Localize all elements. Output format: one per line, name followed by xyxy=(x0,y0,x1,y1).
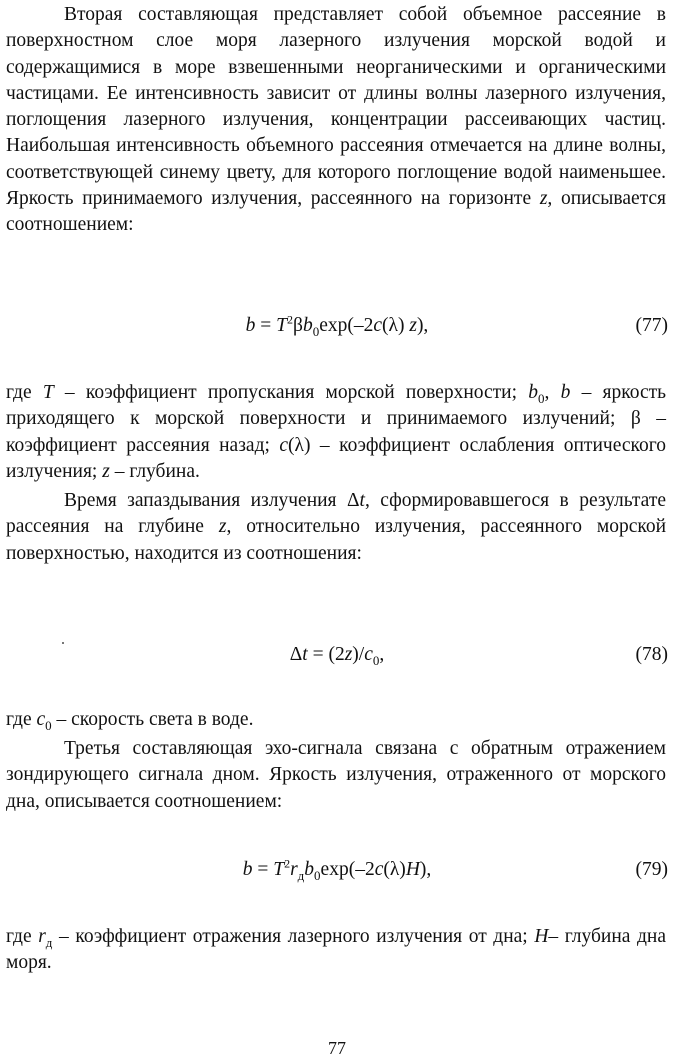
eq-operator: = (2 xyxy=(307,644,345,665)
paragraph-text: Третья составляющая эхо-сигнала связана с обратным отражением зондирующего сигнала дном. Яркость излучения, отраженного от морского дна, описывается соотношением: xyxy=(6,738,666,812)
eq-operator: )/ xyxy=(352,644,365,665)
equation-77 xyxy=(0,311,674,341)
equation-body xyxy=(0,855,674,885)
equation-number: (78) xyxy=(635,644,668,665)
symbol-b: b xyxy=(560,382,571,403)
eq-function: exp(–2 xyxy=(319,315,374,336)
eq-symbol: c xyxy=(374,859,384,880)
symbol-t: t xyxy=(359,490,365,511)
eq-symbol: β xyxy=(293,315,303,336)
page-number: 77 xyxy=(328,1038,346,1058)
eq-symbol: r xyxy=(290,859,298,880)
eq-superscript: 2 xyxy=(287,312,294,327)
eq-symbol: z xyxy=(344,644,353,665)
paragraph-text: – коэффициент пропускания морской поверхности; xyxy=(64,382,518,403)
paragraph-text: Время запаздывания излучения Δ xyxy=(64,490,360,511)
eq-subscript: 0 xyxy=(312,323,320,339)
symbol-r: r xyxy=(38,926,46,947)
paragraph-text: , xyxy=(544,382,550,403)
eq-symbol: b xyxy=(302,315,313,336)
eq-symbol: z xyxy=(409,315,417,336)
paragraph-text: , относительно излучения, рассеянного морской поверхностью, находится из соотношения: xyxy=(6,516,667,564)
eq-operator: ), xyxy=(419,859,432,880)
paragraph-eq77-definitions xyxy=(6,380,666,485)
symbol-c: c xyxy=(279,434,289,456)
subscript: 0 xyxy=(538,390,545,406)
subscript: 0 xyxy=(45,717,52,733)
eq-argument: (λ) xyxy=(382,315,410,336)
paragraph-bottom-reflection xyxy=(6,736,666,815)
equation-78 xyxy=(0,640,674,670)
eq-argument: (λ) xyxy=(383,859,406,880)
paragraph-eq79-definitions xyxy=(6,924,666,977)
eq-symbol: Δ xyxy=(289,644,303,665)
eq-function: exp(–2 xyxy=(320,859,375,880)
symbol-c0: c xyxy=(36,709,46,730)
equation-number: (79) xyxy=(635,859,668,880)
paragraph-text: описывается соотношением: xyxy=(6,188,667,236)
paragraph-text: Вторая составляющая представляет собой объемное рассеяние в поверхностном слое моря лазерного излучения морской водой и содержащимися в море взвешенными неорганическими и органическими частицами. Ее интенсивность зависит от длины волны лазерного излучения, поглощения лазерного излучения, концентрации рассеивающих частиц. Наибольшая интенсивность объемного рассеяния отмечается на длине волны, соответствующей синему цвету, для которого поглощение водой наименьшее. Яркость принимаемого излучения, рассеянного на горизонте xyxy=(6,4,666,210)
paragraph-text: где xyxy=(6,382,32,403)
equation-79 xyxy=(0,855,674,885)
paragraph-text: – глубина дна моря. xyxy=(6,926,667,974)
paragraph-eq78-definitions xyxy=(6,707,666,733)
eq-superscript: 2 xyxy=(284,856,291,871)
paragraph-volume-scattering xyxy=(6,2,666,239)
paragraph-text: – коэффициент отражения лазерного излучения от дна; xyxy=(59,926,528,947)
paragraph-text: где xyxy=(6,926,32,947)
paragraph-text: (λ) – коэффициент ослабления оптического излучения; xyxy=(6,434,666,482)
eq-symbol: c xyxy=(373,315,383,336)
eq-symbol: b xyxy=(242,859,253,880)
equation-number: (77) xyxy=(635,315,668,336)
symbol-z: z, xyxy=(539,188,553,210)
symbol-T: T xyxy=(42,382,54,403)
eq-symbol: b xyxy=(245,315,256,336)
eq-symbol: t xyxy=(302,644,308,665)
symbol-H: H xyxy=(534,926,549,947)
symbol-z: z xyxy=(218,516,227,538)
eq-subscript: 0 xyxy=(372,652,380,668)
eq-operator: ), xyxy=(416,315,429,336)
symbol-b0: b xyxy=(528,382,539,403)
eq-symbol: b xyxy=(304,859,315,880)
paragraph-text: – глубина. xyxy=(114,460,200,482)
eq-symbol: c xyxy=(364,644,373,665)
subscript: д xyxy=(45,934,53,950)
eq-operator: = xyxy=(252,859,274,880)
paragraph-text: – яркость приходящего к морской поверхности и принимаемого излучений; β – коэффициент рассеяния назад; xyxy=(6,382,667,456)
eq-operator: , xyxy=(379,644,385,665)
eq-subscript: 0 xyxy=(314,867,321,883)
eq-subscript: д xyxy=(297,867,305,883)
eq-operator: = xyxy=(255,315,277,336)
eq-symbol: H xyxy=(405,859,420,880)
equation-body xyxy=(0,640,674,670)
paragraph-text: , сформировавшегося в результате рассеяния на глубине xyxy=(6,490,666,538)
paragraph-text: где xyxy=(6,709,32,730)
equation-body xyxy=(0,311,674,341)
symbol-z: z xyxy=(102,460,110,482)
paragraph-delay-time xyxy=(6,488,666,567)
paragraph-text: – скорость света в воде. xyxy=(56,709,254,730)
eq-symbol: T xyxy=(276,315,288,336)
eq-symbol: T xyxy=(273,859,285,880)
